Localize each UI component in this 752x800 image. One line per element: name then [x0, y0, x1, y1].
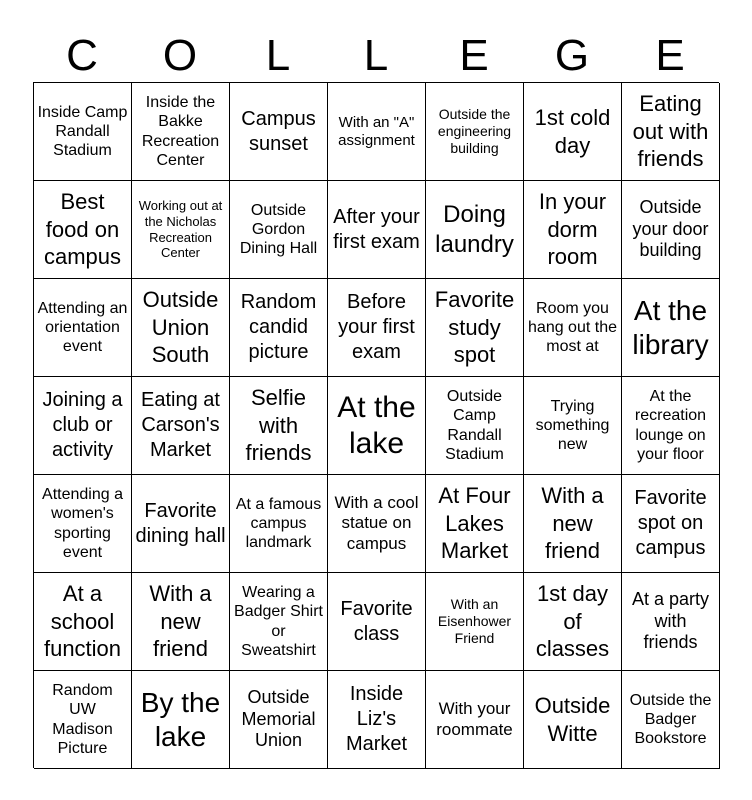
bingo-cell: With a new friend — [132, 573, 230, 671]
bingo-cell: Trying something new — [524, 377, 622, 475]
bingo-cell: Inside Liz's Market — [328, 671, 426, 769]
bingo-cell: Outside Memorial Union — [230, 671, 328, 769]
bingo-cell: Favorite study spot — [426, 279, 524, 377]
bingo-cell: Doing laundry — [426, 181, 524, 279]
bingo-cell: Random UW Madison Picture — [34, 671, 132, 769]
bingo-cell: Best food on campus — [34, 181, 132, 279]
bingo-cell: Outside Gordon Dining Hall — [230, 181, 328, 279]
bingo-cell: At a famous campus landmark — [230, 475, 328, 573]
bingo-cell: By the lake — [132, 671, 230, 769]
bingo-cell: Outside Union South — [132, 279, 230, 377]
bingo-cell: Inside the Bakke Recreation Center — [132, 83, 230, 181]
bingo-cell: Outside the engineering building — [426, 83, 524, 181]
bingo-cell: 1st cold day — [524, 83, 622, 181]
bingo-cell: Attending a women's sporting event — [34, 475, 132, 573]
bingo-cell: Random candid picture — [230, 279, 328, 377]
bingo-cell: Inside Camp Randall Stadium — [34, 83, 132, 181]
bingo-cell: Attending an orientation event — [34, 279, 132, 377]
bingo-cell: At Four Lakes Market — [426, 475, 524, 573]
bingo-cell: With an "A" assignment — [328, 83, 426, 181]
bingo-cell: At the lake — [328, 377, 426, 475]
bingo-cell: Favorite spot on campus — [622, 475, 720, 573]
bingo-cell: Campus sunset — [230, 83, 328, 181]
bingo-cell: Outside the Badger Bookstore — [622, 671, 720, 769]
header-letter: E — [459, 31, 489, 80]
header-letter: L — [265, 31, 291, 80]
bingo-cell: 1st day of classes — [524, 573, 622, 671]
bingo-cell: With a new friend — [524, 475, 622, 573]
header-letter: G — [554, 31, 590, 80]
bingo-cell: Outside Camp Randall Stadium — [426, 377, 524, 475]
bingo-cell: Working out at the Nicholas Recreation Center — [132, 181, 230, 279]
bingo-cell: Eating at Carson's Market — [132, 377, 230, 475]
header-letter: E — [655, 31, 685, 80]
bingo-cell: Wearing a Badger Shirt or Sweatshirt — [230, 573, 328, 671]
bingo-header — [33, 30, 719, 82]
bingo-cell: With your roommate — [426, 671, 524, 769]
bingo-cell: Favorite class — [328, 573, 426, 671]
bingo-cell: Outside your door building — [622, 181, 720, 279]
bingo-cell: At a party with friends — [622, 573, 720, 671]
bingo-cell: With an Eisenhower Friend — [426, 573, 524, 671]
bingo-cell: Before your first exam — [328, 279, 426, 377]
bingo-cell: Favorite dining hall — [132, 475, 230, 573]
bingo-cell: After your first exam — [328, 181, 426, 279]
header-letter: C — [66, 31, 98, 80]
bingo-cell: At the recreation lounge on your floor — [622, 377, 720, 475]
bingo-cell: In your dorm room — [524, 181, 622, 279]
bingo-board — [33, 82, 719, 768]
bingo-cell: At a school function — [34, 573, 132, 671]
header-letter: L — [363, 31, 389, 80]
bingo-cell: Eating out with friends — [622, 83, 720, 181]
bingo-cell: With a cool statue on campus — [328, 475, 426, 573]
bingo-cell: Outside Witte — [524, 671, 622, 769]
bingo-cell: Selfie with friends — [230, 377, 328, 475]
bingo-cell: Joining a club or activity — [34, 377, 132, 475]
bingo-cell: At the library — [622, 279, 720, 377]
header-letter: O — [162, 31, 198, 80]
bingo-cell: Room you hang out the most at — [524, 279, 622, 377]
